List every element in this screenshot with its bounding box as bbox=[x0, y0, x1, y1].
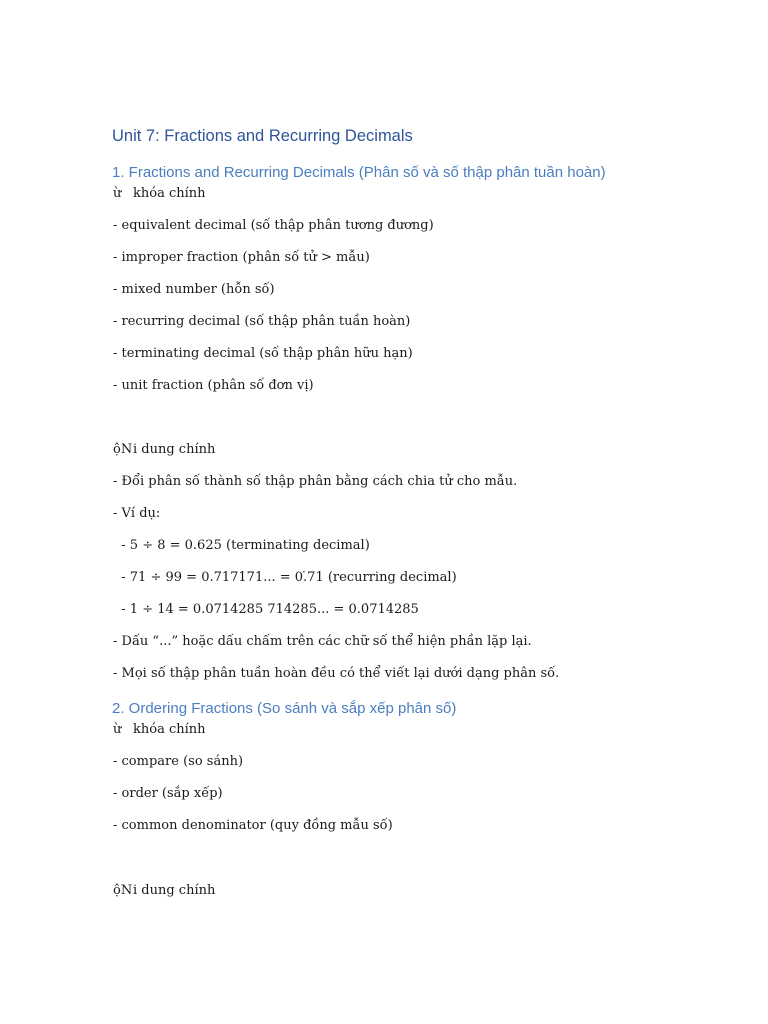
keywords-marker: ừ bbox=[113, 186, 122, 201]
content-label-text: i dung chính bbox=[133, 442, 216, 457]
section-2-heading: 2. Ordering Fractions (So sánh và sắp xếp phân số) bbox=[112, 700, 457, 717]
content-marker: ộN bbox=[113, 883, 133, 898]
keywords-label-text: khóa chính bbox=[133, 186, 206, 201]
keyword-item: - recurring decimal (số thập phân tuần hoàn) bbox=[113, 314, 411, 329]
section-1-content-label bbox=[113, 442, 215, 458]
keyword-item: - unit fraction (phân số đơn vị) bbox=[113, 378, 314, 393]
content-item: - Dấu “...” hoặc dấu chấm trên các chữ số thể hiện phần lặp lại. bbox=[113, 634, 532, 649]
content-item: - Mọi số thập phân tuần hoàn đều có thể viết lại dưới dạng phân số. bbox=[113, 666, 560, 681]
keyword-item: - equivalent decimal (số thập phân tương đương) bbox=[113, 218, 434, 233]
content-item: - Đổi phân số thành số thập phân bằng cách chia tử cho mẫu. bbox=[113, 474, 518, 489]
content-example: - 71 ÷ 99 = 0.717171... = 0.̇71 (recurring decimal) bbox=[113, 570, 457, 585]
content-marker: ộN bbox=[113, 442, 133, 457]
document-title: Unit 7: Fractions and Recurring Decimals bbox=[112, 127, 413, 145]
content-label-text: i dung chính bbox=[133, 883, 216, 898]
content-item: - Ví dụ: bbox=[113, 506, 161, 521]
keywords-marker: ừ bbox=[113, 722, 122, 737]
keyword-item: - terminating decimal (số thập phân hữu hạn) bbox=[113, 346, 413, 361]
keyword-item: - mixed number (hỗn số) bbox=[113, 282, 275, 297]
keyword-item: - common denominator (quy đồng mẫu số) bbox=[113, 818, 393, 833]
keyword-item: - improper fraction (phân số tử > mẫu) bbox=[113, 250, 370, 265]
content-example: - 5 ÷ 8 = 0.625 (terminating decimal) bbox=[113, 538, 370, 553]
section-2-keywords-label bbox=[113, 722, 206, 738]
keyword-item: - compare (so sánh) bbox=[113, 754, 244, 769]
content-example: - 1 ÷ 14 = 0.0714285 714285... = 0.0̇714285 bbox=[113, 602, 419, 617]
section-1-heading: 1. Fractions and Recurring Decimals (Phân số và số thập phân tuần hoàn) bbox=[112, 164, 606, 181]
keywords-label-text: khóa chính bbox=[133, 722, 206, 737]
section-1-keywords-label bbox=[113, 186, 206, 202]
section-2-content-label bbox=[113, 883, 215, 899]
keyword-item: - order (sắp xếp) bbox=[113, 786, 223, 801]
